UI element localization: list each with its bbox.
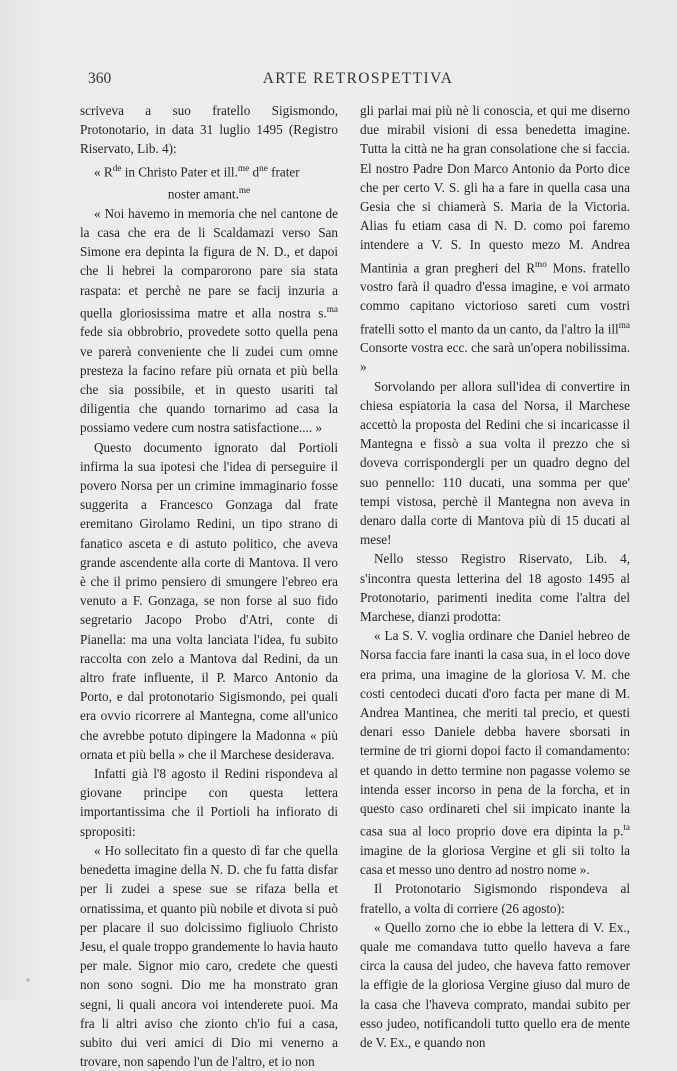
paper-spot [26, 978, 30, 982]
paragraph: Sorvolando per allora sull'idea di convertire in chiesa espiatoria la casa del Norsa, il Marchese accettò la proposta del Redini che si incaricasse il Mantegna e fissò a sua volta il prezzo che si doveva corrispondergli per un quadro degno del suo pennello: 110 ducati, una somma per que' tempi vistosa, perchè il Mantegna non aveva in denaro dalla corte di Mantova più di 15 ducati al mese! [360, 378, 630, 548]
left-column [80, 101, 338, 1070]
quoted-letter-cont: gli parlai mai più nè li conoscia, et qui me diserno due mirabil visioni di essa benedetta imagine. Tutta la città ne ha gran consolatione che si faccia. El nostro Padre Don Marco Antonio da Porto dice che per certo V. S. gli ha a fare in quella casa una Gesia che si chiamerà S. Maria de la Victoria. Alias fu etiam casa di N. D. como poi faremo intendere a V. S. In questo mezo M. Andrea Mantinia a gran pregheri del $R^{mo}$ Mons. fratello vostro farà il quadro d'essa imagine, e voi armato commo capitano victorioso sareti cum vostri fratelli sotto el manto da un canto, da l'altro la ill$^{ma}$ Consorte vostra ecc. che sarà un'opera nobilissima. » [360, 103, 630, 375]
paragraph: scriveva a suo fratello Sigismondo, Protonotario, in data 31 luglio 1495 (Registro Riservato, Lib. 4): [80, 103, 338, 157]
paragraph: Infatti già l'8 agosto il Redini rispondeva al giovane principe con questa lettera importantissima che il Portioli ha infiorato di spropositi: [80, 766, 338, 839]
page-header [88, 70, 628, 92]
quoted-letter: « Quello zorno che io ebbe la lettera di V. Ex., quale me comandava tutto quello haveva a fare circa la causa del judeo, che haveva fatto remover la effigie de la gloriosa Vergine giuso dal muro de la casa che l'haveva comprato, mandai subito per esso judeo, notificandoli tutto quello era de mente de V. Ex., e quando non [360, 919, 630, 1050]
running-title: ARTE RETROSPETTIVA [262, 70, 454, 87]
letter-salutation: « $R^{de}$ in Christo Pater et ill.$^{me}$ $d^{ne}$ frater [94, 162, 300, 179]
paragraph: Nello stesso Registro Riservato, Lib. 4, s'incontra questa letterina del 18 agosto 1495 al Protonotario, parimenti inedita come l'altra del Marchese, dianzi prodotta: [360, 551, 630, 625]
quoted-letter: « Noi havemo in memoria che nel cantone de la casa che era de li Scaldamazi verso San Simone era depinta la figura de N. D., et dapoi che li hebrei la comparorono pare sia stata raspata: et perchè ne pare se facij inzuria a quella gloriosissima matre et alla nostra s.$^{ma}$ fede sia obbrobrio, provedete sotto quella pena ve parerà conveniente che li zudei cum omne presteza la facino refare più ornata et più bella che sia possibile, et in questo usariti tal diligentia che quando tornarimo ad casa la possiamo vedere cum nostra satisfactione.... » [80, 205, 338, 436]
letter-salutation-cont: noster amant.$^{me}$ [167, 185, 251, 202]
quoted-letter: « Ho sollecitato fin a questo dì far che quella benedetta imagine della N. D. che fu fatta disfar per li zudei a spese sue se rifaza bella et ornatissima, et quanto più nobile et divota si può per placare il suo dolcissimo figliuolo Christo Jesu, el quale troppo grandemente lo havia hauto per male. Signor mio caro, credete che questi non sono sogni. Dio me ha monstrato gran segni, li quali ancora voi intenderete puoi. Ma fra li altri aviso che zionto ch'io fui a casa, subito dui veri amici di Dio mi venerno a trovare, non sapendo l'un de l'altro, et io non [80, 842, 338, 1070]
page-number: 360 [88, 70, 112, 87]
quoted-letter: « La S. V. voglia ordinare che Daniel hebreo de Norsa faccia fare inanti la casa sua, in el loco dove era prima, una imagine de la gloriosa V. M. che costi centodeci ducati d'oro facta per mane di M. Andrea Mantinea, che meriti tal precio, et questi denari esso Daniele debba havere sborsati in termine de tri giorni dopoi facto il comandamento: et quando in detto termine non pagasse volemo se intenda esser incorso in pena de la forcha, et in questo caso ordinareti chel sii impicato inante la casa sua al loco proprio dove era dipinta la p.$^{ta}$ imagine de la gloriosa Vergine et gli sii tolto la casa et messo uno dentro ad nostro nome ». [360, 628, 630, 878]
paragraph: Il Protonotario Sigismondo rispondeva al fratello, a volta di corriere (26 agosto): [360, 881, 630, 916]
paragraph: Questo documento ignorato dal Portioli infirma la sua ipotesi che l'idea di perseguire il povero Norsa per un crimine immaginario fosse suggerita a Francesco Gonzaga dal frate eremitano Girolamo Redini, un tipo strano di fanatico asceta e di astuto politico, che aveva grande ascendente alla corte di Mantova. Il vero è che il primo pensiero di smungere l'ebreo era venuto a F. Gonzaga, se non forse al suo fido segretario Jacopo Probo d'Atri, conte di Pianella: ma una volta lanciata l'idea, fu subito raccolta con zelo a Mantova dal Redini, da un altro frate influente, il P. Marco Antonio da Porto, e dal protonotario Sigismondo, pei quali era ovvio ricorrere al Mantegna, come all'unico che avrebbe potuto dipingere la Madonna « più ornata et più bella » che il Marchese desiderava. [80, 439, 338, 762]
right-column [360, 101, 630, 1050]
